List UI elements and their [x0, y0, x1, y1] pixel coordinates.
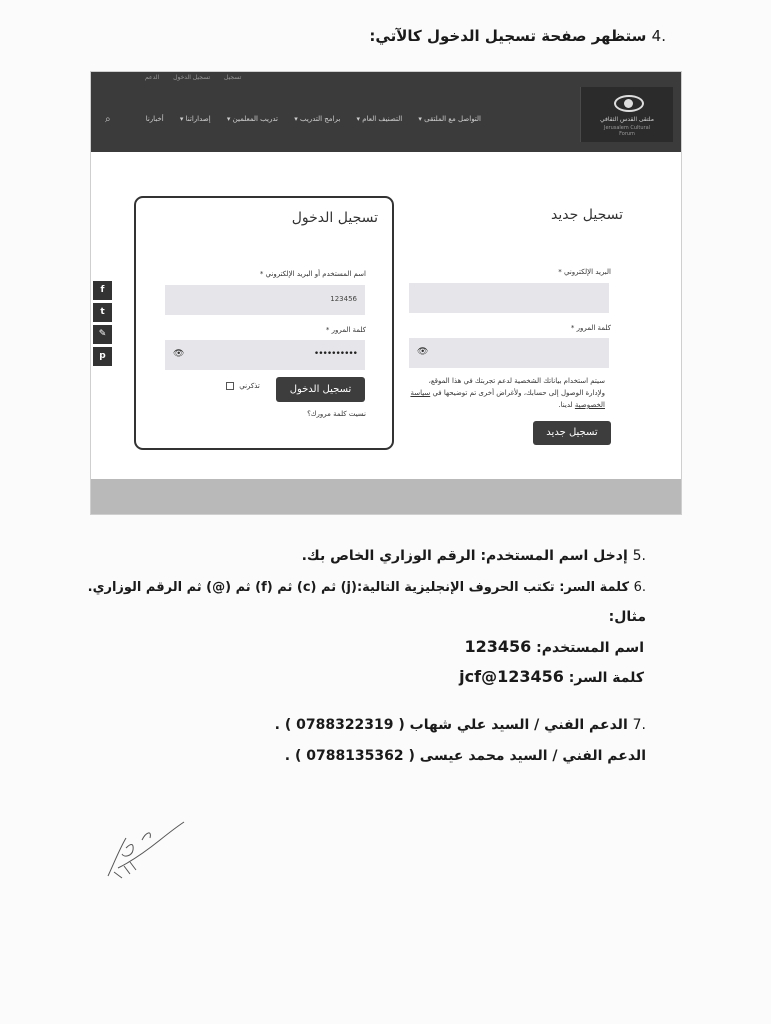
password-value: •••••••••• [313, 349, 357, 359]
menu-item-classification[interactable]: التصنيف العام ▾ [356, 115, 403, 123]
pinterest-icon[interactable]: p [93, 347, 112, 366]
remember-me-label: تذكرني [239, 382, 260, 390]
privacy-policy-link[interactable]: سياسة الخصوصية [410, 389, 605, 409]
evernote-icon[interactable]: ✎ [93, 325, 112, 344]
menu-item-news[interactable]: أخبارنا [145, 115, 164, 123]
example-password-value: jcf@123456 [459, 667, 564, 686]
site-navbar [91, 72, 681, 152]
top-link-1[interactable]: تسجيل [224, 74, 242, 81]
remember-me-checkbox[interactable] [226, 382, 234, 390]
logo-english-line-1: Jerusalem Cultural [603, 125, 651, 131]
twitter-icon[interactable]: t [93, 303, 112, 322]
signature-mark [100, 818, 190, 883]
username-label: اسم المستخدم أو البريد الإلكتروني * [259, 270, 366, 278]
privacy-suffix: لدينا. [558, 401, 573, 409]
logo-arabic-text: ملتقى القدس الثقافي [600, 116, 654, 123]
login-button[interactable]: تسجيل الدخول [276, 377, 365, 402]
search-icon[interactable]: ⌕ [105, 114, 111, 125]
step-6-text: كلمة السر: تكتب الحروف الإنجليزية التالية:(j) ثم (c) ثم (f) ثم (@) ثم الرقم الوزاري. [87, 580, 630, 595]
forgot-password-link[interactable]: نسيت كلمة مرورك؟ [307, 410, 366, 418]
example-username [464, 637, 644, 656]
register-password-input[interactable] [409, 338, 609, 368]
login-form [134, 196, 394, 450]
top-links [145, 74, 253, 81]
example-username-label: اسم المستخدم: [536, 640, 644, 656]
support-contact-2: الدعم الفني / السيد محمد عيسى ( 0788135362 ) . [284, 748, 646, 764]
site-footer-band [91, 479, 681, 514]
facebook-icon[interactable]: f [93, 281, 112, 300]
password-input[interactable] [165, 340, 365, 370]
register-email-input[interactable] [409, 283, 609, 313]
remember-me[interactable] [226, 382, 260, 390]
menu-item-teachers[interactable]: تدريب المعلمين ▾ [226, 115, 279, 123]
step-5-number: .5 [632, 548, 646, 564]
example-password-label: كلمة السر: [568, 670, 644, 686]
step-7-line-2 [285, 748, 646, 764]
site-logo[interactable] [580, 87, 673, 142]
top-link-2[interactable]: تسجيل الدخول [173, 74, 211, 81]
login-title: تسجيل الدخول [291, 210, 378, 226]
step-6 [88, 580, 646, 595]
main-menu [132, 115, 481, 123]
step-5-text: إدخل اسم المستخدم: الرقم الوزاري الخاص بك. [301, 548, 628, 564]
menu-item-contact[interactable]: التواصل مع الملتقى ▾ [418, 115, 481, 123]
register-show-password-icon[interactable]: 👁 [417, 347, 429, 357]
example-username-value: 123456 [464, 637, 532, 656]
password-label: كلمة المرور * [325, 326, 366, 334]
top-link-3[interactable]: الدعم [145, 74, 160, 81]
menu-item-training[interactable]: برامج التدريب ▾ [294, 115, 341, 123]
step-4-text: ستظهر صفحة تسجيل الدخول كالآتي: [369, 27, 647, 45]
register-email-label: البريد الإلكتروني * [558, 268, 611, 276]
step-7-line-1 [275, 717, 646, 733]
menu-item-publications[interactable]: إصداراتنا ▾ [179, 115, 211, 123]
privacy-text: سيتم استخدام بياناتك الشخصية لدعم تجربتك في هذا الموقع، ولإدارة الوصول إلى حسابك، ولأغراض أخرى تم توضيحها في [428, 377, 605, 397]
support-contact-1: الدعم الفني / السيد علي شهاب ( 0788322319 ) . [274, 717, 628, 733]
step-4-number: .4 [651, 27, 666, 45]
username-input[interactable] [165, 285, 365, 315]
register-password-label: كلمة المرور * [570, 324, 611, 332]
step-4-heading [369, 27, 666, 45]
step-7-number: .7 [632, 717, 646, 733]
logo-english-text [581, 125, 673, 137]
login-page-screenshot [90, 71, 682, 515]
step-5 [302, 548, 646, 564]
register-button[interactable]: تسجيل جديد [533, 421, 611, 445]
example-password [459, 667, 644, 686]
privacy-notice [409, 375, 605, 411]
step-6-number: .6 [633, 580, 646, 595]
username-value: 123456 [330, 295, 357, 303]
example-label: مثال: [608, 609, 646, 625]
register-title: تسجيل جديد [551, 207, 623, 223]
show-password-icon[interactable]: 👁 [173, 349, 185, 359]
logo-english-line-2: Forum [619, 131, 635, 137]
eye-logo-icon [614, 95, 644, 112]
